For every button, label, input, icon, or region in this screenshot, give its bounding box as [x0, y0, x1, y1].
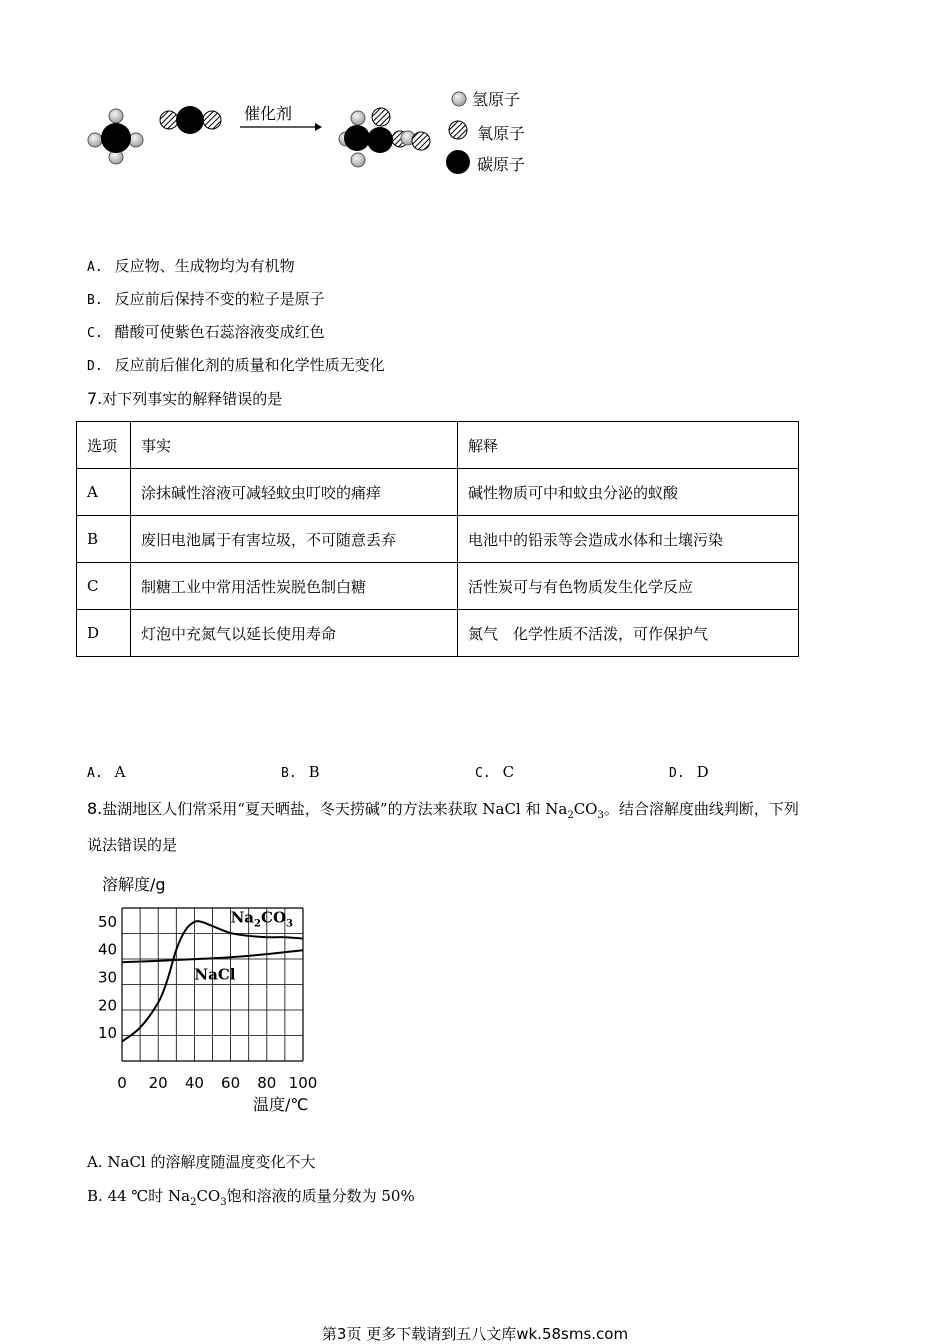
q7-option-d[interactable] [669, 763, 709, 781]
reaction-diagram [80, 80, 540, 190]
y-tick-label: 30 [98, 968, 118, 987]
option-label: A. [87, 260, 103, 275]
option-label: D. [87, 359, 103, 374]
option-text: NaCl 的溶解度随温度变化不大 [107, 1153, 316, 1171]
acetic-acid-molecule [339, 108, 430, 167]
table-cell: 涂抹碱性溶液可减轻蚊虫叮咬的痛痒 [131, 469, 458, 516]
q6-option-b[interactable] [87, 288, 325, 309]
header-cell: 事实 [131, 422, 458, 469]
x-axis-label: 温度/℃ [253, 1095, 309, 1114]
q8-option-b[interactable] [87, 1185, 415, 1208]
table-row [77, 516, 799, 563]
q7-stem [87, 388, 282, 409]
option-text: 44 ℃时 Na [107, 1187, 191, 1205]
option-label: B. [87, 1187, 103, 1205]
legend-oxygen-label: 氧原子 [477, 124, 526, 143]
table-cell: 灯泡中充氮气以延长使用寿命 [131, 610, 458, 657]
table-cell: D [77, 610, 131, 657]
x-tick-label: 20 [148, 1074, 168, 1092]
option-label: D. [669, 766, 685, 781]
option-text: 醋酸可使紫色石蕊溶液变成红色 [114, 323, 325, 341]
option-text: 饱和溶液的质量分数为 50% [226, 1187, 415, 1205]
table-cell: 氮气 化学性质不活泼，可作保护气 [458, 610, 799, 657]
reaction-arrow [240, 123, 322, 131]
y-tick-labels [98, 913, 117, 1042]
x-tick-label: 80 [257, 1074, 277, 1092]
option-label: A. [87, 766, 103, 781]
option-label: B. [281, 766, 297, 781]
question-number: 7. [87, 389, 103, 408]
option-label: A. [87, 1153, 103, 1171]
q8-option-a[interactable] [87, 1151, 316, 1172]
option-label: B. [87, 293, 103, 308]
subscript: 2 [567, 810, 574, 821]
q7-option-b[interactable] [281, 763, 320, 781]
page-footer: 第3页 更多下载请到五八文库wk.58sms.com [321, 1325, 629, 1343]
table-cell: 电池中的铅汞等会造成水体和土壤污染 [458, 516, 799, 563]
y-tick-label: 40 [98, 940, 118, 959]
header-cell: 解释 [458, 422, 799, 469]
x-tick-label: 60 [221, 1074, 241, 1092]
table-header-row [77, 422, 799, 469]
y-tick-label: 50 [98, 912, 118, 931]
x-tick-labels [117, 1074, 317, 1092]
subscript: 2 [190, 1197, 197, 1208]
series-label-nacl: NaCl [194, 965, 236, 984]
legend-hydrogen-label: 氢原子 [472, 90, 521, 109]
y-tick-label: 20 [98, 996, 118, 1015]
y-tick-label: 10 [98, 1024, 118, 1043]
methane-molecule [88, 109, 143, 164]
q7-table [76, 421, 799, 657]
option-label: C. [87, 326, 103, 341]
option-text: A [114, 763, 126, 781]
option-label: C. [475, 766, 491, 781]
catalyst-label: 催化剂 [244, 104, 293, 123]
x-tick-label: 40 [184, 1074, 204, 1092]
legend-carbon [446, 150, 470, 174]
series-label-na2co3: $Na_2CO_3$ [230, 908, 293, 930]
option-text: D [696, 763, 709, 781]
table-cell: 碱性物质可中和蚊虫分泌的蚁酸 [458, 469, 799, 516]
option-text: 反应物、生成物均为有机物 [114, 257, 295, 275]
question-text: 对下列事实的解释错误的是 [102, 390, 283, 408]
legend-carbon-label: 碳原子 [477, 155, 526, 174]
table-row [77, 469, 799, 516]
x-tick-label: 100 [288, 1074, 318, 1092]
subscript: 3 [597, 810, 604, 821]
option-text: C [502, 763, 515, 781]
solubility-chart [85, 868, 335, 1118]
option-text: 反应前后保持不变的粒子是原子 [114, 290, 325, 308]
option-text: CO [196, 1187, 221, 1205]
table-cell: 制糖工业中常用活性炭脱色制白糖 [131, 563, 458, 610]
question-text: CO [573, 800, 598, 818]
y-axis-label: 溶解度/g [102, 875, 166, 894]
q7-option-c[interactable] [475, 763, 514, 781]
q6-option-c[interactable] [87, 321, 325, 342]
question-text: 。结合溶解度曲线判断，下列 [603, 800, 799, 818]
table-cell: 活性炭可与有色物质发生化学反应 [458, 563, 799, 610]
table-row [77, 563, 799, 610]
table-cell: C [77, 563, 131, 610]
option-text: 反应前后催化剂的质量和化学性质无变化 [114, 356, 385, 374]
table-cell: 废旧电池属于有害垃圾，不可随意丢弃 [131, 516, 458, 563]
q8-stem-line2: 说法错误的是 [87, 836, 178, 854]
table-row [77, 610, 799, 657]
table-cell: B [77, 516, 131, 563]
q6-option-d[interactable] [87, 354, 385, 375]
q7-option-a[interactable] [87, 763, 126, 781]
subscript: 3 [220, 1197, 227, 1208]
q8-stem [87, 798, 799, 821]
x-tick-label: 0 [117, 1074, 127, 1092]
question-number: 8. [87, 799, 103, 818]
header-cell: 选项 [77, 422, 131, 469]
question-text: 盐湖地区人们常采用“夏天晒盐，冬天捞碱”的方法来获取 NaCl 和 Na [102, 800, 568, 818]
chart-grid [122, 908, 303, 1061]
legend-oxygen [449, 121, 467, 139]
carbon-dioxide-molecule [160, 106, 221, 134]
legend-hydrogen [452, 92, 466, 106]
table-cell: A [77, 469, 131, 516]
q6-option-a[interactable] [87, 255, 295, 276]
option-text: B [308, 763, 320, 781]
